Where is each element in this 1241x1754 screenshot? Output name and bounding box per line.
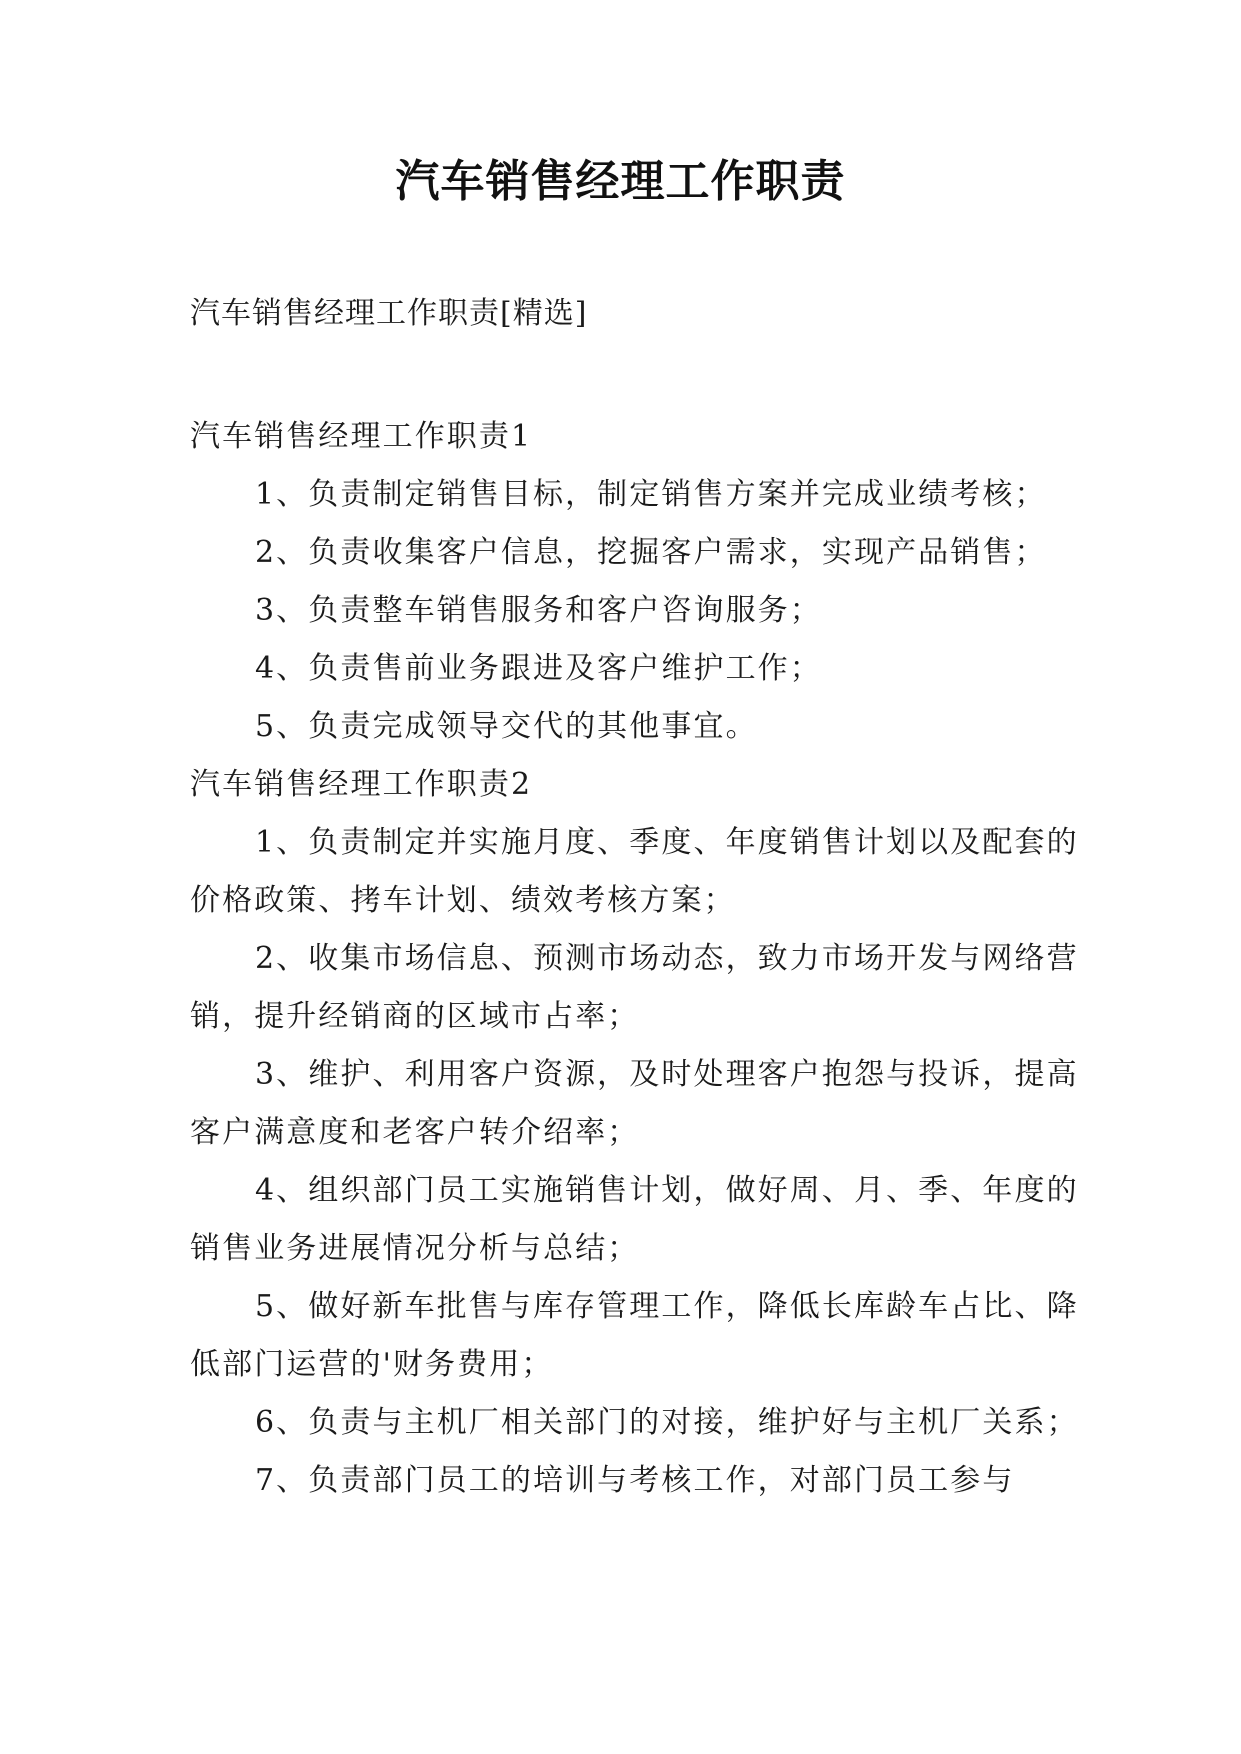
list-item: 4、负责售前业务跟进及客户维护工作； — [255, 651, 822, 686]
section-heading: 汽车销售经理工作职责2 — [190, 767, 533, 802]
list-item: 5、负责完成领导交代的其他事宜。 — [255, 709, 758, 744]
section-heading: 汽车销售经理工作职责1 — [190, 419, 533, 454]
list-item: 1、负责制定销售目标，制定销售方案并完成业绩考核； — [255, 477, 1047, 512]
list-item: 7、负责部门员工的培训与考核工作，对部门员工参与 — [255, 1463, 1015, 1498]
page-title: 汽车销售经理工作职责 — [395, 156, 846, 207]
list-item: 2、负责收集客户信息，挖掘客户需求，实现产品销售； — [255, 535, 1047, 570]
list-item: 6、负责与主机厂相关部门的对接，维护好与主机厂关系； — [255, 1405, 1079, 1440]
document-body — [190, 408, 1080, 1510]
list-item: 4、组织部门员工实施销售计划，做好周、月、季、年度的销售业务进展情况分析与总结； — [190, 1173, 1079, 1266]
document-subtitle: 汽车销售经理工作职责[精选] — [190, 296, 588, 331]
list-item: 1、负责制定并实施月度、季度、年度销售计划以及配套的价格政策、拷车计划、绩效考核方案； — [190, 825, 1079, 918]
list-item: 3、维护、利用客户资源，及时处理客户抱怨与投诉，提高客户满意度和老客户转介绍率； — [190, 1057, 1079, 1150]
list-item: 3、负责整车销售服务和客户咨询服务； — [255, 593, 822, 628]
list-item: 2、收集市场信息、预测市场动态，致力市场开发与网络营销，提升经销商的区域市占率； — [190, 941, 1079, 1034]
list-item: 5、做好新车批售与库存管理工作，降低长库龄车占比、降低部门运营的'财务费用； — [190, 1289, 1079, 1382]
